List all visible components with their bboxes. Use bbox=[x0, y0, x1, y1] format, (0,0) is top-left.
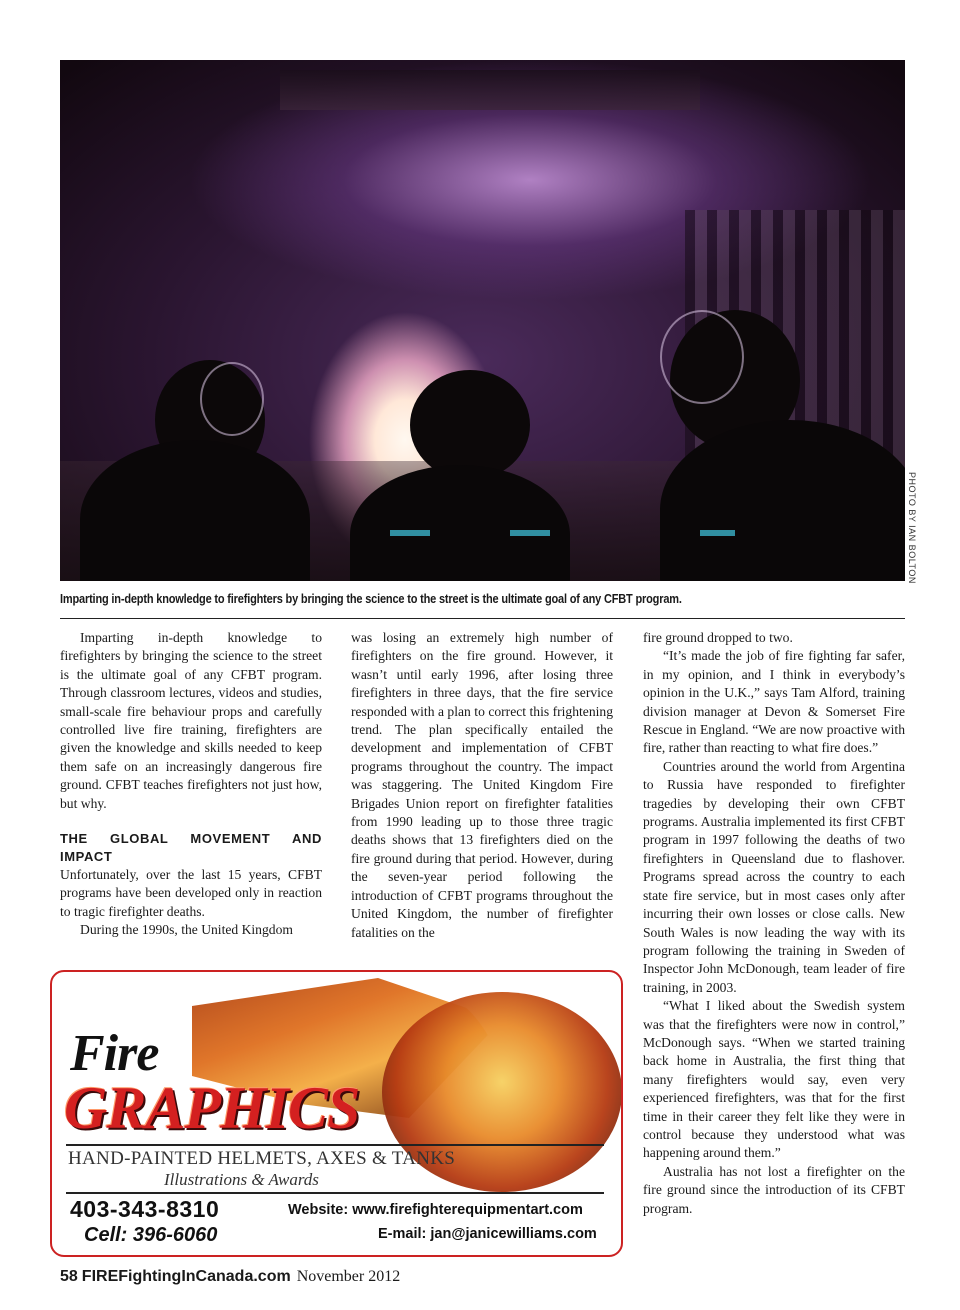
paragraph: During the 1990s, the United Kingdom bbox=[80, 922, 293, 938]
ad-cell-phone: Cell: 396-6060 bbox=[84, 1224, 218, 1246]
paragraph: was losing an extremely high number of firefighters on the fire ground. However, it wasn’t until early 1996, after losing three firefighters in three days, that the fire service responded with a plan to correct this frightening trend. The plan specifically entailed the development and implementation of CFBT programs throughout the country. The impact was staggering. The United Kingdom Fire Brigades Union report on firefighter fatalities from 1990 leading up to those three tragic deaths shows that 13 firefighters died on the fire ground during that period. However, during the seven-year period following the introduction of CFBT programs throughout the United Kingdom, the number of firefighter fatalities on the bbox=[351, 630, 613, 940]
ad-divider bbox=[66, 1144, 604, 1146]
article-column-1 bbox=[60, 629, 322, 940]
article-column-2 bbox=[351, 629, 613, 942]
photo-credit-text: PHOTO BY IAN BOLTON bbox=[907, 472, 917, 584]
paragraph: Unfortunately, over the last 15 years, CFBT programs have been developed only in reaction to tragic firefighter deaths. bbox=[60, 867, 322, 919]
paragraph: fire ground dropped to two. bbox=[643, 630, 793, 645]
caption-divider bbox=[60, 618, 905, 619]
ad-brand-fire: Fire bbox=[70, 1025, 159, 1082]
fire-graphics-advertisement[interactable] bbox=[50, 970, 623, 1257]
ad-email-link[interactable]: E-mail: jan@janicewilliams.com bbox=[378, 1226, 597, 1242]
ad-phone: 403-343-8310 bbox=[70, 1196, 220, 1222]
footer-site: FIREFightingInCanada.com bbox=[81, 1268, 291, 1285]
page-footer bbox=[60, 1268, 400, 1286]
firefighter-right-visor bbox=[660, 310, 744, 404]
paragraph: “It’s made the job of fire fighting far safer, in my opinion, and I think in everybody’s opinion in the U.K.,” says Tam Alford, training division manager at Devon & Somerset Fire Rescue in England. “We are now proactive with fire, rather than reacting to what fire does.” bbox=[643, 648, 905, 756]
firefighter-left-visor bbox=[200, 362, 264, 436]
photo-ceiling bbox=[280, 70, 700, 110]
article-column-3 bbox=[643, 629, 905, 1218]
reflective-stripe bbox=[510, 530, 550, 536]
ad-subtagline: Illustrations & Awards bbox=[164, 1170, 319, 1189]
ad-website-link[interactable]: Website: www.firefighterequipmentart.com bbox=[288, 1202, 583, 1218]
paragraph: Countries around the world from Argentina to Russia have responded to firefighter tragedies by developing their own CFBT programs. Australia implemented its first CFBT program in 1997 following the deaths of two firefighters in Queensland due to flashover. Programs spread across the country to each state fire service, but in most cases only after incurring their own losses or close calls. New South Wales is now leading the way with its program following the training in Sweden of Inspector John McDonough, team leader of fire training, in 2003. bbox=[643, 758, 905, 995]
hero-photo bbox=[60, 60, 905, 581]
paragraph: “What I liked about the Swedish system was that the firefighters were now in control,” McDonough says. “When we started training back home in Australia, the first thing that many firefighters would say, even very experienced firefighters, was that for the first time in their career they felt like they were in control because they understood what was happening around them.” bbox=[643, 998, 905, 1161]
ad-divider bbox=[66, 1192, 604, 1194]
firefighter-center-helmet bbox=[410, 370, 530, 480]
paragraph: Imparting in-depth knowledge to firefighters by bringing the science to the street is the ultimate goal of any CFBT program. Through classroom lectures, videos and studies, small-scale fire behaviour props and carefully controlled live fire training, firefighters are given the knowledge and skills needed to keep them safe on an increasingly dangerous fire ground. CFBT teaches firefighters not just how, but why. bbox=[60, 630, 322, 811]
photo-caption: Imparting in-depth knowledge to firefighters by bringing the science to the street is the ultimate goal of any CFBT program. bbox=[60, 592, 682, 606]
reflective-stripe bbox=[390, 530, 430, 536]
photo-credit bbox=[905, 472, 919, 587]
paragraph: Australia has not lost a firefighter on the fire ground since the introduction of its CFBT program. bbox=[643, 1163, 905, 1216]
ad-tagline: HAND-PAINTED HELMETS, AXES & TANKS bbox=[68, 1148, 456, 1169]
page-number: 58 bbox=[60, 1268, 78, 1285]
reflective-stripe bbox=[700, 530, 735, 536]
footer-date: November 2012 bbox=[296, 1268, 401, 1285]
section-subheading: THE GLOBAL MOVEMENT AND IMPACT bbox=[60, 831, 322, 865]
ad-brand-graphics: GRAPHICS bbox=[64, 1075, 360, 1141]
